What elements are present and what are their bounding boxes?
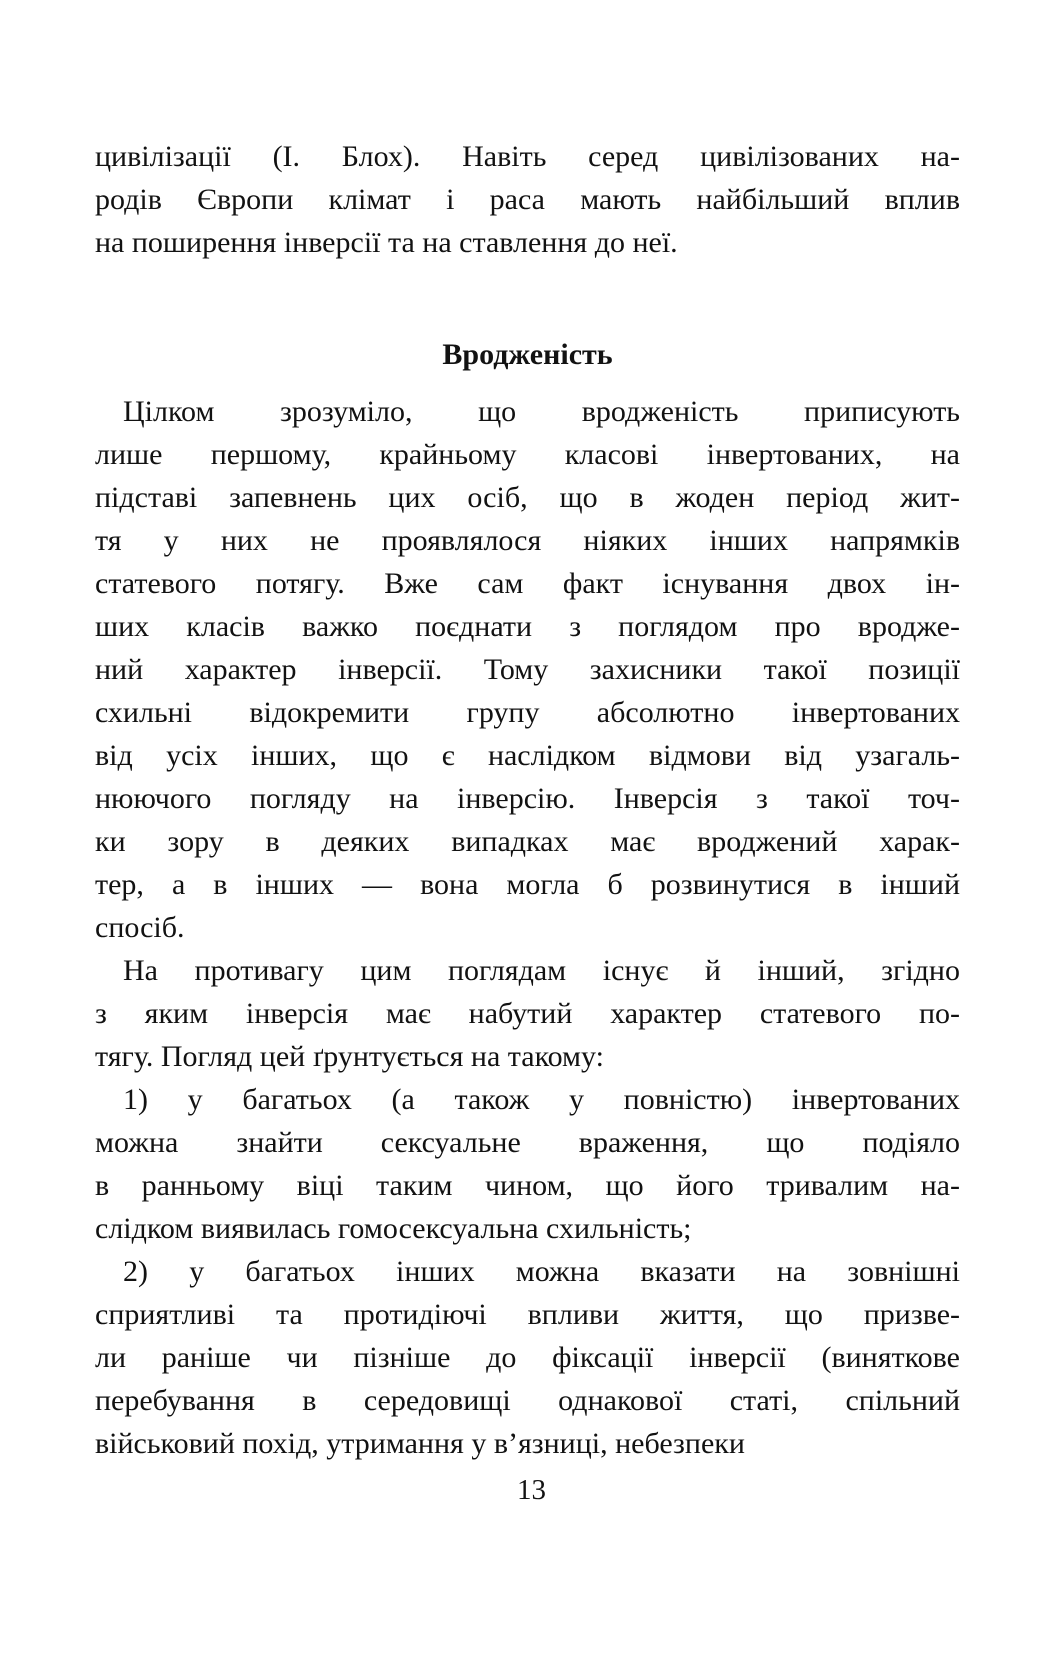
text-line: тер, а в інших — вона могла б розвинутися в інший [95,868,960,901]
text-line: 1) у багатьох (а також у повністю) інвертованих [123,1083,960,1116]
text-line: слідком виявилась гомосексуальна схильність; [95,1212,692,1245]
text-line: статевого потягу. Вже сам факт існування двох ін- [95,567,960,600]
text-line: ли раніше чи пізніше до фіксації інверсії (виняткове [95,1341,960,1374]
text-line: підставі запевнень цих осіб, що в жоден період жит- [95,481,960,514]
text-line: тя у них не проявлялося ніяких інших напрямків [95,524,960,557]
text-line: схильні відокремити групу абсолютно інвертованих [95,696,960,729]
section-heading: Вродженість [442,338,613,371]
text-line: нюючого погляду на інверсію. Інверсія з такої точ- [95,782,960,815]
text-line: в ранньому віці таким чином, що його тривалим на- [95,1169,960,1202]
text-line: ки зору в деяких випадках має вроджений харак- [95,825,960,858]
page-footer [0,1468,1063,1512]
text-line: з яким інверсія має набутий характер статевого по- [95,997,960,1030]
text-line: родів Європи клімат і раса мають найбільший вплив [95,183,960,216]
text-line: сприятливі та протидіючі впливи життя, що призве- [95,1298,960,1331]
text-line: цивілізації (І. Блох). Навіть серед цивілізованих на- [95,140,960,173]
page-number: 13 [517,1474,546,1506]
text-line: військовий похід, утримання у в’язниці, небезпеки [95,1427,745,1460]
paragraph [95,1078,960,1250]
text-line: тягу. Погляд цей ґрунтується на такому: [95,1040,604,1073]
paragraph [95,949,960,1078]
text-line: лише першому, крайньому класові інвертованих, на [95,438,960,471]
text-line: перебування в середовищі однакової статі, спільний [95,1384,960,1417]
text-line: від усіх інших, що є наслідком відмови від узагаль- [95,739,960,772]
text-line: Цілком зрозуміло, що вродженість приписують [123,395,960,428]
text-line: на поширення інверсії та на ставлення до неї. [95,226,678,259]
paragraph [95,1250,960,1465]
paragraph [95,135,960,264]
paragraph [95,390,960,949]
text-line: На противагу цим поглядам існує й інший, згідно [123,954,960,987]
text-line: можна знайти сексуальне враження, що подіяло [95,1126,960,1159]
text-line: ний характер інверсії. Тому захисники такої позиції [95,653,960,686]
text-line: ших класів важко поєднати з поглядом про вродже- [95,610,960,643]
text-line: 2) у багатьох інших можна вказати на зовнішні [123,1255,960,1288]
text-line: спосіб. [95,911,185,944]
